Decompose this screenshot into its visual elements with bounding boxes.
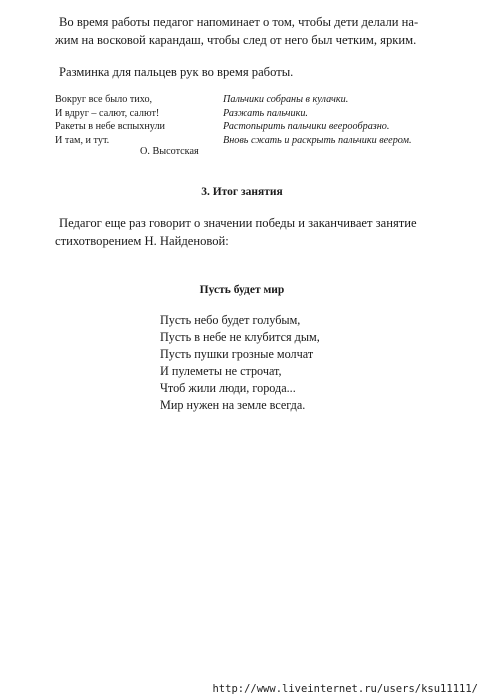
verse-line: Пусть небо будет голубым,	[160, 313, 301, 327]
paragraph-line: Педагог еще раз говорит о значении победы и заканчивает занятие	[59, 216, 417, 230]
paragraph-line: стихотворением Н. Найденовой:	[55, 233, 229, 248]
section-heading: 3. Итог занятия	[201, 186, 283, 198]
watermark-url: http://www.liveinternet.ru/users/ksu11111/	[212, 683, 478, 695]
verse-line: И пулеметы не строчат,	[160, 364, 282, 378]
paragraph-warmup-intro	[55, 64, 440, 82]
poem-title: Пусть будет мир	[199, 284, 285, 296]
paragraph-line: жим на восковой карандаш, чтобы след от него был четким, ярким.	[55, 32, 417, 47]
poem-row	[55, 107, 445, 121]
paragraph-summary	[55, 215, 440, 250]
poem-text: Вокруг все было тихо,	[55, 94, 153, 105]
poem-row	[55, 134, 445, 148]
poem-text: Ракеты в небе вспыхнули	[55, 121, 165, 132]
paragraph-line: Разминка для пальцев рук во время работы.	[59, 65, 294, 79]
poem-author: О. Высотская	[140, 146, 199, 157]
poem-row	[55, 93, 445, 107]
poem-action: Вновь сжать и раскрыть пальчики веером.	[223, 134, 412, 146]
poem-action: Растопырить пальчики веерообразно.	[223, 121, 390, 132]
poem-text: И там, и тут.	[55, 134, 110, 146]
poem-action: Разжать пальчики.	[223, 107, 308, 119]
verse-line: Пусть пушки грозные молчат	[160, 347, 314, 361]
poem-action: Пальчики собраны в кулачки.	[223, 94, 349, 105]
verse-line: Мир нужен на земле всегда.	[160, 398, 306, 412]
poem-row	[55, 120, 445, 134]
poem-text: И вдруг – салют, салют!	[55, 107, 160, 119]
paragraph-pressure-instruction	[55, 14, 440, 49]
paragraph-line: Во время работы педагог напоминает о том, чтобы дети делали на-	[59, 15, 419, 29]
warmup-poem	[55, 93, 445, 147]
verse-line: Пусть в небе не клубится дым,	[160, 330, 320, 344]
verse-line: Чтоб жили люди, города...	[160, 381, 296, 395]
poem-verse	[160, 312, 320, 414]
